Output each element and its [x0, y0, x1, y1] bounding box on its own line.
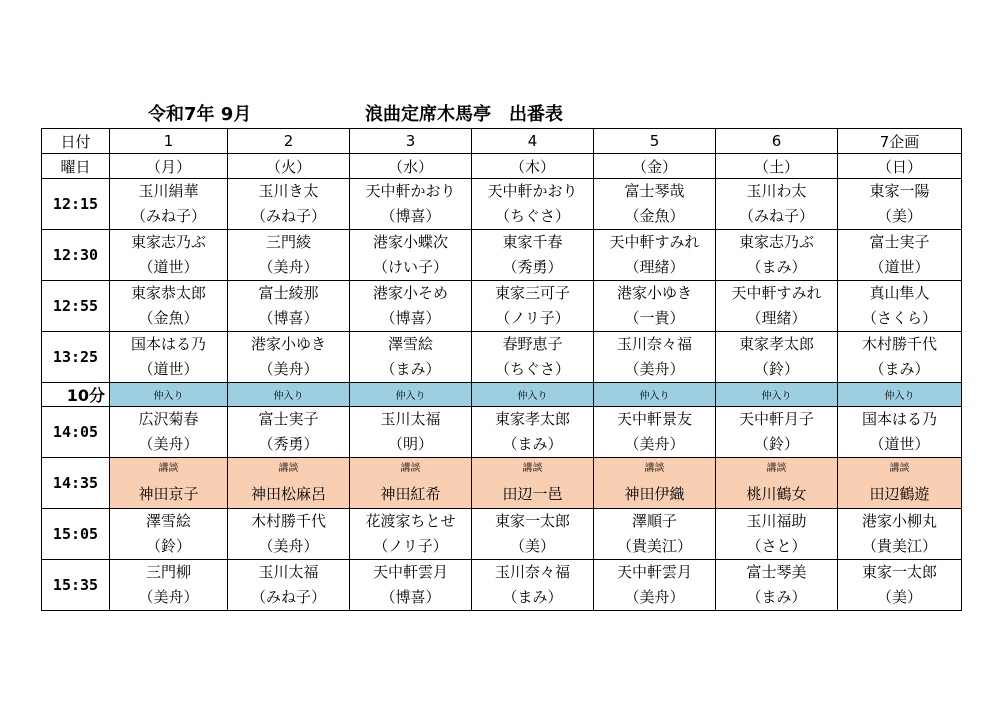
- performer-accompanist: （博喜）: [380, 309, 441, 327]
- table-row: [42, 407, 962, 458]
- table-row: [42, 281, 962, 332]
- intermission-label: 仲入り: [716, 383, 838, 407]
- performer-accompanist: （美）: [876, 588, 922, 606]
- performer-name: 天中軒すみれ: [609, 233, 700, 251]
- performer-accompanist: （道世）: [869, 435, 930, 453]
- performer-accompanist: （道世）: [138, 258, 199, 276]
- performer-accompanist: （まみ）: [502, 435, 563, 453]
- performer-accompanist: （博喜）: [258, 309, 319, 327]
- performer-cell: [594, 509, 716, 560]
- intermission-duration: 10分: [42, 383, 110, 407]
- intermission-label: 仲入り: [228, 383, 350, 407]
- performer-accompanist: （みね子）: [738, 207, 814, 225]
- performer-cell: [838, 407, 962, 458]
- performer-accompanist: （道世）: [869, 258, 930, 276]
- performer-name: 天中軒雲月: [372, 563, 448, 581]
- performer-name: 港家小柳丸: [861, 512, 937, 530]
- performer-cell: [350, 179, 472, 230]
- performer-cell: [228, 281, 350, 332]
- performer-accompanist: （貴美江）: [861, 537, 937, 555]
- performer-name: 玉川福助: [746, 512, 807, 530]
- header-weekday: （金）: [594, 154, 716, 179]
- performer-cell: [716, 281, 838, 332]
- performer-accompanist: （美舟）: [624, 435, 685, 453]
- performer-name: 玉川き太: [258, 182, 319, 200]
- performer-accompanist: （まみ）: [746, 588, 807, 606]
- intermission-label: 仲入り: [110, 383, 228, 407]
- time-cell: 12:55: [42, 281, 110, 332]
- header-weekday: （水）: [350, 154, 472, 179]
- performer-cell: [110, 560, 228, 611]
- performer-accompanist: （理緒）: [746, 309, 807, 327]
- kodan-performer: 桃川鶴女: [746, 485, 807, 503]
- performer-accompanist: （美舟）: [258, 258, 319, 276]
- performer-cell: [350, 281, 472, 332]
- title-period: 令和7年 9月: [148, 104, 252, 125]
- performer-name: 東家三可子: [494, 284, 570, 302]
- performer-cell: [716, 179, 838, 230]
- performer-name: 東家志乃ぶ: [130, 233, 206, 251]
- kodan-cell: [838, 458, 962, 509]
- performer-accompanist: （けい子）: [372, 258, 448, 276]
- performer-cell: [838, 332, 962, 383]
- time-cell: 12:15: [42, 179, 110, 230]
- performer-name: 東家一太郎: [494, 512, 570, 530]
- performer-cell: [838, 179, 962, 230]
- intermission-row: [42, 383, 962, 407]
- performer-accompanist: （美舟）: [138, 435, 199, 453]
- kodan-cell: [228, 458, 350, 509]
- performer-name: 澤順子: [631, 512, 677, 530]
- performer-name: 富士琴哉: [624, 182, 685, 200]
- performer-accompanist: （鈴）: [753, 360, 799, 378]
- performer-name: 天中軒景友: [616, 410, 692, 428]
- performer-accompanist: （美舟）: [138, 588, 199, 606]
- performer-accompanist: （まみ）: [380, 360, 441, 378]
- performer-accompanist: （美舟）: [258, 360, 319, 378]
- performer-name: 玉川わ太: [746, 182, 807, 200]
- header-weekday-row: [42, 154, 962, 179]
- kodan-performer: 神田紅希: [380, 485, 441, 503]
- header-date-row: [42, 129, 962, 154]
- performer-cell: [228, 179, 350, 230]
- performer-accompanist: （一貴）: [624, 309, 685, 327]
- header-date: 5: [594, 129, 716, 154]
- performer-cell: [838, 230, 962, 281]
- performer-accompanist: （美）: [509, 537, 555, 555]
- kodan-label: 講談: [522, 463, 543, 474]
- date-label: 日付: [42, 129, 110, 154]
- performer-accompanist: （ちぐさ）: [494, 360, 570, 378]
- intermission-label: 仲入り: [350, 383, 472, 407]
- intermission-label: 仲入り: [838, 383, 962, 407]
- kodan-label: 講談: [644, 463, 665, 474]
- time-cell: 15:35: [42, 560, 110, 611]
- kodan-label: 講談: [889, 463, 910, 474]
- table-row: [42, 332, 962, 383]
- performer-cell: [228, 509, 350, 560]
- performer-name: 港家小ゆき: [616, 284, 692, 302]
- performer-name: 東家一陽: [869, 182, 930, 200]
- performer-cell: [110, 230, 228, 281]
- header-date: 1: [110, 129, 228, 154]
- performer-cell: [716, 332, 838, 383]
- title-name: 浪曲定席木馬亭 出番表: [365, 104, 563, 125]
- kodan-cell: [472, 458, 594, 509]
- performer-cell: [110, 332, 228, 383]
- schedule-table: [41, 128, 962, 611]
- performer-accompanist: （まみ）: [869, 360, 930, 378]
- table-row: [42, 509, 962, 560]
- performer-accompanist: （みね子）: [130, 207, 206, 225]
- header-weekday: （木）: [472, 154, 594, 179]
- performer-cell: [350, 332, 472, 383]
- performer-cell: [716, 230, 838, 281]
- performer-accompanist: （秀勇）: [258, 435, 319, 453]
- performer-accompanist: （理緒）: [624, 258, 685, 276]
- performer-cell: [594, 281, 716, 332]
- performer-name: 東家孝太郎: [494, 410, 570, 428]
- header-weekday: （火）: [228, 154, 350, 179]
- performer-name: 玉川太福: [258, 563, 319, 581]
- performer-name: 三門綾: [265, 233, 311, 251]
- kodan-label: 講談: [158, 463, 179, 474]
- performer-accompanist: （博喜）: [380, 207, 441, 225]
- kodan-cell: [350, 458, 472, 509]
- intermission-label: 仲入り: [594, 383, 716, 407]
- performer-cell: [716, 407, 838, 458]
- performer-name: 港家小蝶次: [372, 233, 448, 251]
- header-date: 7企画: [838, 129, 962, 154]
- performer-accompanist: （金魚）: [138, 309, 199, 327]
- kodan-row: [42, 458, 962, 509]
- performer-cell: [472, 560, 594, 611]
- kodan-label: 講談: [278, 463, 299, 474]
- performer-accompanist: （金魚）: [624, 207, 685, 225]
- performer-accompanist: （美舟）: [258, 537, 319, 555]
- performer-cell: [350, 407, 472, 458]
- performer-accompanist: （みね子）: [250, 207, 326, 225]
- performer-accompanist: （鈴）: [753, 435, 799, 453]
- performer-name: 富士実子: [258, 410, 319, 428]
- performer-accompanist: （秀勇）: [502, 258, 563, 276]
- performer-accompanist: （さと）: [746, 537, 807, 555]
- performer-accompanist: （明）: [387, 435, 433, 453]
- performer-name: 東家一太郎: [861, 563, 937, 581]
- performer-name: 富士実子: [869, 233, 930, 251]
- header-date: 2: [228, 129, 350, 154]
- performer-name: 玉川太福: [380, 410, 441, 428]
- header-weekday: （土）: [716, 154, 838, 179]
- kodan-performer: 神田京子: [138, 485, 199, 503]
- performer-cell: [228, 332, 350, 383]
- header-weekday: （日）: [838, 154, 962, 179]
- performer-name: 春野恵子: [502, 335, 563, 353]
- performer-cell: [110, 509, 228, 560]
- performer-cell: [472, 281, 594, 332]
- performer-name: 富士琴美: [746, 563, 807, 581]
- kodan-cell: [716, 458, 838, 509]
- performer-name: 天中軒月子: [738, 410, 814, 428]
- time-cell: 14:05: [42, 407, 110, 458]
- kodan-performer: 神田松麻呂: [250, 485, 326, 503]
- performer-accompanist: （まみ）: [746, 258, 807, 276]
- performer-accompanist: （みね子）: [250, 588, 326, 606]
- performer-name: 東家千春: [502, 233, 563, 251]
- performer-cell: [472, 509, 594, 560]
- performer-name: 玉川奈々福: [494, 563, 570, 581]
- table-row: [42, 230, 962, 281]
- kodan-cell: [594, 458, 716, 509]
- performer-accompanist: （鈴）: [145, 537, 191, 555]
- performer-name: 花渡家ちとせ: [365, 512, 456, 530]
- weekday-label: 曜日: [42, 154, 110, 179]
- time-cell: 13:25: [42, 332, 110, 383]
- performer-accompanist: （ノリ子）: [495, 309, 570, 327]
- performer-cell: [594, 332, 716, 383]
- time-cell: 14:35: [42, 458, 110, 509]
- performer-name: 玉川奈々福: [616, 335, 692, 353]
- header-date: 6: [716, 129, 838, 154]
- performer-name: 国本はる乃: [861, 410, 937, 428]
- performer-name: 東家恭太郎: [130, 284, 206, 302]
- header-date: 3: [350, 129, 472, 154]
- kodan-performer: 田辺一邑: [502, 485, 563, 503]
- performer-name: 天中軒かおり: [365, 182, 456, 200]
- performer-accompanist: （美舟）: [624, 360, 685, 378]
- performer-name: 富士綾那: [258, 284, 319, 302]
- performer-name: 東家孝太郎: [738, 335, 814, 353]
- performer-cell: [228, 407, 350, 458]
- performer-cell: [110, 281, 228, 332]
- performer-name: 木村勝千代: [250, 512, 326, 530]
- intermission-label: 仲入り: [472, 383, 594, 407]
- performer-name: 天中軒すみれ: [731, 284, 822, 302]
- header-weekday: （月）: [110, 154, 228, 179]
- performer-name: 広沢菊春: [138, 410, 199, 428]
- performer-name: 国本はる乃: [130, 335, 206, 353]
- performer-accompanist: （ノリ子）: [373, 537, 448, 555]
- performer-name: 真山隼人: [869, 284, 930, 302]
- time-cell: 15:05: [42, 509, 110, 560]
- performer-accompanist: （道世）: [138, 360, 199, 378]
- performer-name: 港家小そめ: [372, 284, 448, 302]
- performer-accompanist: （博喜）: [380, 588, 441, 606]
- performer-accompanist: （さくら）: [861, 309, 937, 327]
- performer-name: 天中軒雲月: [616, 563, 692, 581]
- table-row: [42, 560, 962, 611]
- performer-cell: [228, 230, 350, 281]
- performer-accompanist: （美舟）: [624, 588, 685, 606]
- kodan-cell: [110, 458, 228, 509]
- performer-name: 港家小ゆき: [250, 335, 326, 353]
- performer-name: 三門柳: [145, 563, 191, 581]
- performer-name: 澤雪絵: [145, 512, 191, 530]
- performer-accompanist: （貴美江）: [616, 537, 692, 555]
- performer-name: 天中軒かおり: [487, 182, 578, 200]
- performer-cell: [838, 281, 962, 332]
- performer-cell: [228, 560, 350, 611]
- performer-cell: [110, 179, 228, 230]
- header-date: 4: [472, 129, 594, 154]
- kodan-performer: 神田伊織: [624, 485, 685, 503]
- performer-name: 玉川絹華: [138, 182, 199, 200]
- performer-name: 東家志乃ぶ: [738, 233, 814, 251]
- performer-accompanist: （ちぐさ）: [494, 207, 570, 225]
- performer-cell: [472, 230, 594, 281]
- performer-cell: [838, 509, 962, 560]
- performer-accompanist: （美）: [876, 207, 922, 225]
- performer-cell: [350, 509, 472, 560]
- time-cell: 12:30: [42, 230, 110, 281]
- performer-cell: [594, 407, 716, 458]
- performer-cell: [472, 407, 594, 458]
- performer-cell: [350, 230, 472, 281]
- performer-cell: [716, 560, 838, 611]
- performer-cell: [594, 179, 716, 230]
- performer-cell: [472, 332, 594, 383]
- performer-name: 木村勝千代: [861, 335, 937, 353]
- kodan-label: 講談: [400, 463, 421, 474]
- performer-cell: [472, 179, 594, 230]
- performer-cell: [110, 407, 228, 458]
- performer-accompanist: （まみ）: [502, 588, 563, 606]
- table-row: [42, 179, 962, 230]
- performer-cell: [594, 230, 716, 281]
- performer-cell: [594, 560, 716, 611]
- performer-cell: [838, 560, 962, 611]
- kodan-performer: 田辺鶴遊: [869, 485, 930, 503]
- performer-cell: [716, 509, 838, 560]
- performer-cell: [350, 560, 472, 611]
- kodan-label: 講談: [766, 463, 787, 474]
- performer-name: 澤雪絵: [387, 335, 433, 353]
